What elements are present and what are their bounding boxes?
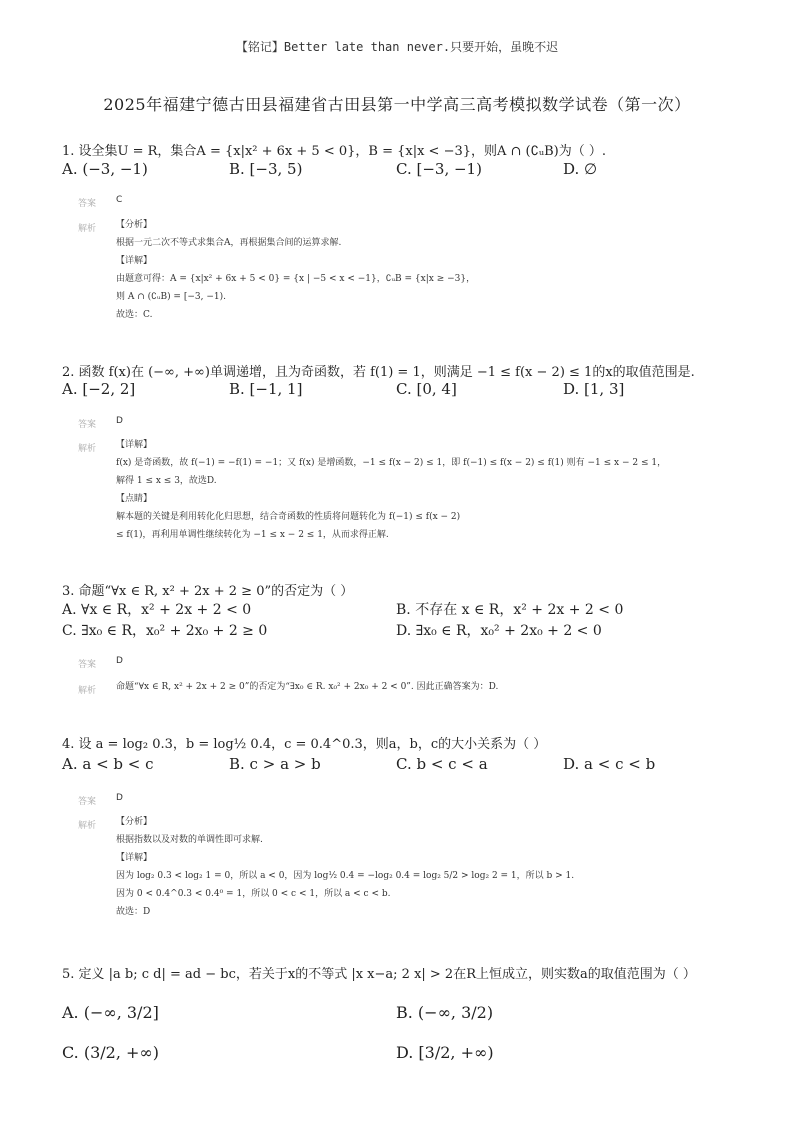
q3-analysis-line: 命题“∀x ∈ R, x² + 2x + 2 ≥ 0”的否定为“∃x₀ ∈ R. x₀² + 2x₀ + 2 < 0”. 因此正确答案为：D. xyxy=(116,682,499,692)
q4-analysis-line: 因为 log₂ 0.3 < log₂ 1 = 0，所以 a < 0，因为 log½ 0.4 = −log₂ 0.4 = log₂ 5/2 > log₂ 2 = 1，所以 b > 1. xyxy=(116,871,575,881)
q1-analysis-label: 解析 xyxy=(78,224,97,234)
q2-analysis-line: f(x) 是奇函数，故 f(−1) = −f(1) = −1；又 f(x) 是增函数，−1 ≤ f(x − 2) ≤ 1，即 f(−1) ≤ f(x − 2) ≤ f(1) 则有 −1 ≤ x − 2 ≤ 1， xyxy=(116,458,667,468)
q2-analysis-line: 【点睛】 xyxy=(116,494,153,504)
q3-option-b: B. 不存在 x ∈ R，x² + 2x + 2 < 0 xyxy=(396,602,624,618)
q4-answer: D xyxy=(116,793,123,803)
q2-option-d: D. [1, 3] xyxy=(563,380,625,398)
page-title: 2025年福建宁德古田县福建省古田县第一中学高三高考模拟数学试卷（第一次） xyxy=(103,95,691,114)
question-2-stem: 2. 函数 f(x)在 (−∞, +∞)单调递增，且为奇函数，若 f(1) = 1，则满足 −1 ≤ f(x − 2) ≤ 1的x的取值范围是. xyxy=(62,365,695,380)
question-5-stem: 5. 定义 |a b; c d| = ad − bc，若关于x的不等式 |x x−a; 2 x| > 2在R上恒成立，则实数a的取值范围为（ ） xyxy=(62,967,696,982)
q3-option-a: A. ∀x ∈ R，x² + 2x + 2 < 0 xyxy=(62,602,252,618)
q1-analysis xyxy=(116,216,475,324)
q4-analysis-label: 解析 xyxy=(78,821,97,831)
q5-option-a: A. (−∞, 3/2] xyxy=(62,1003,159,1022)
q2-answer: D xyxy=(116,416,123,426)
q4-analysis-line: 故选：D xyxy=(116,907,151,917)
q1-answer-label: 答案 xyxy=(78,199,97,209)
q3-answer: D xyxy=(116,656,123,666)
q2-analysis-line: 解本题的关键是利用转化化归思想，结合奇函数的性质将问题转化为 f(−1) ≤ f(x − 2) xyxy=(116,512,461,522)
q2-option-a: A. [−2, 2] xyxy=(62,380,136,398)
q5-option-b: B. (−∞, 3/2) xyxy=(396,1003,494,1022)
q2-option-c: C. [0, 4] xyxy=(396,380,457,398)
q5-option-d: D. [3/2, +∞) xyxy=(396,1043,494,1062)
motto-line: 【铭记】Better late than never.只要开始，虽晚不迟 xyxy=(235,40,559,54)
q4-analysis-line: 【详解】 xyxy=(116,853,153,863)
q4-option-b: B. c > a > b xyxy=(229,755,321,773)
q1-option-d: D. ∅ xyxy=(563,160,598,178)
question-3-stem: 3. 命题“∀x ∈ R, x² + 2x + 2 ≥ 0”的否定为（ ） xyxy=(62,584,354,599)
q3-analysis-label: 解析 xyxy=(78,686,97,696)
q5-option-c: C. (3/2, +∞) xyxy=(62,1043,159,1062)
q1-analysis-line: 由题意可得：A = {x|x² + 6x + 5 < 0} = {x | −5 < x < −1}，∁ᵤB = {x|x ≥ −3}， xyxy=(116,274,476,284)
q1-option-a: A. (−3, −1) xyxy=(62,160,148,178)
q2-analysis xyxy=(116,436,666,544)
q3-option-c: C. ∃x₀ ∈ R，x₀² + 2x₀ + 2 ≥ 0 xyxy=(62,623,268,639)
q1-analysis-line: 【详解】 xyxy=(116,256,153,266)
question-4-stem: 4. 设 a = log₂ 0.3，b = log½ 0.4，c = 0.4^0.3，则a，b，c的大小关系为（ ） xyxy=(62,737,547,752)
q1-analysis-line: 故选：C. xyxy=(116,310,153,320)
q4-option-c: C. b < c < a xyxy=(396,755,488,773)
q1-analysis-line: 则 A ∩ (∁ᵤB) = [−3, −1). xyxy=(116,292,226,302)
q2-analysis-label: 解析 xyxy=(78,444,97,454)
q1-option-b: B. [−3, 5) xyxy=(229,160,303,178)
q2-analysis-line: 解得 1 ≤ x ≤ 3，故选D. xyxy=(116,476,217,486)
q4-analysis xyxy=(116,813,574,921)
q1-option-c: C. [−3, −1) xyxy=(396,160,482,178)
q4-analysis-line: 根据指数以及对数的单调性即可求解. xyxy=(116,835,263,845)
q1-analysis-line: 根据一元二次不等式求集合A，再根据集合间的运算求解. xyxy=(116,238,342,248)
q1-analysis-line: 【分析】 xyxy=(116,220,153,230)
q1-answer: C xyxy=(116,195,123,205)
q4-analysis-line: 因为 0 < 0.4^0.3 < 0.4⁰ = 1，所以 0 < c < 1，所以 a < c < b. xyxy=(116,889,391,899)
q2-analysis-line: 【详解】 xyxy=(116,440,153,450)
q4-answer-label: 答案 xyxy=(78,797,97,807)
question-1-stem: 1. 设全集U = R，集合A = {x|x² + 6x + 5 < 0}，B = {x|x < −3}，则A ∩ (∁ᵤB)为（ ）. xyxy=(62,144,606,159)
q4-analysis-line: 【分析】 xyxy=(116,817,153,827)
q2-analysis-line: ≤ f(1)，再利用单调性继续转化为 −1 ≤ x − 2 ≤ 1，从而求得正解. xyxy=(116,530,389,540)
q4-option-d: D. a < c < b xyxy=(563,755,656,773)
q3-answer-label: 答案 xyxy=(78,660,97,670)
q3-analysis xyxy=(116,678,498,696)
q3-option-d: D. ∃x₀ ∈ R，x₀² + 2x₀ + 2 < 0 xyxy=(396,623,602,639)
q4-option-a: A. a < b < c xyxy=(62,755,154,773)
q2-option-b: B. [−1, 1] xyxy=(229,380,303,398)
q2-answer-label: 答案 xyxy=(78,420,97,430)
